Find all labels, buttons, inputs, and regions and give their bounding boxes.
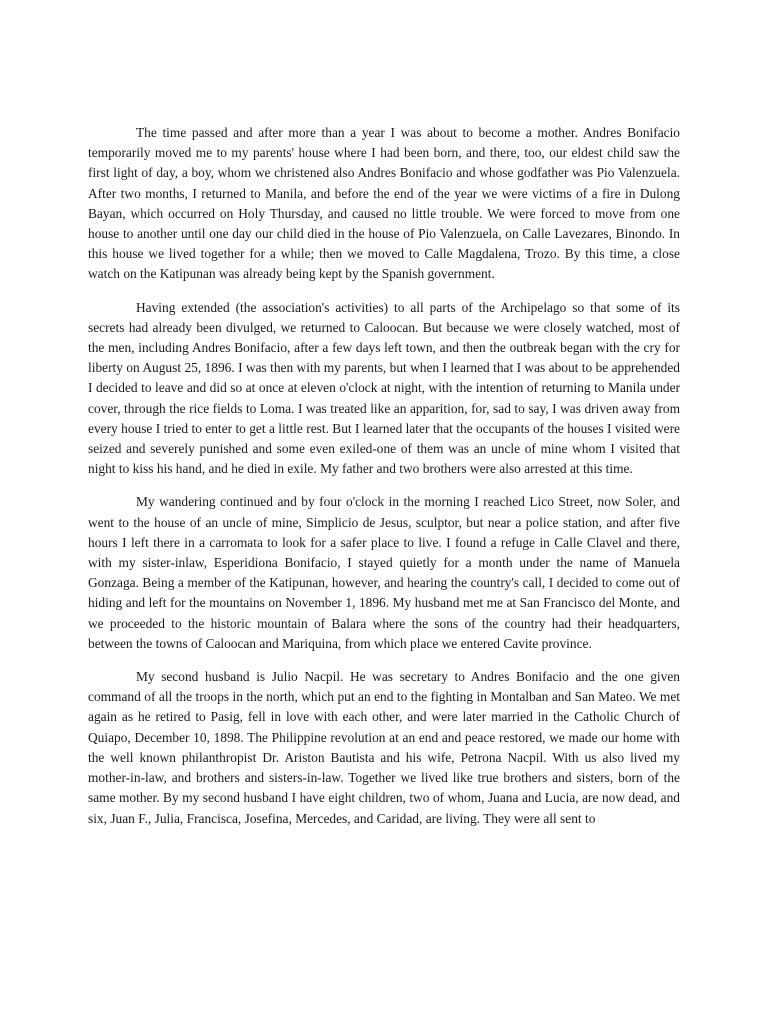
paragraph-3: My wandering continued and by four o'clock in the morning I reached Lico Street, now Soler, and went to the house of an uncle of mine, Simplicio de Jesus, sculptor, but near a police station, and after five hours I left there in a carromata to look for a safer place to live. I found a refuge in Calle Clavel and there, with my sister-inlaw, Esperidiona Bonifacio, I stayed quietly for a month under the name of Manuela Gonzaga. Being a member of the Katipunan, however, and hearing the country's call, I decided to come out of hiding and left for the mountains on November 1, 1896. My husband met me at San Francisco del Monte, and we proceeded to the historic mountain of Balara where the sons of the country had their headquarters, between the towns of Caloocan and Mariquina, from which place we entered Cavite province. <box>88 494 680 651</box>
paragraph-2: Having extended (the association's activities) to all parts of the Archipelago so that some of its secrets had already been divulged, we returned to Caloocan. But because we were closely watched, most of the men, including Andres Bonifacio, after a few days left town, and then the outbreak began with the cry for liberty on August 25, 1896. I was then with my parents, but when I learned that I was about to be apprehended I decided to leave and did so at once at eleven o'clock at night, with the intention of returning to Manila under cover, through the rice fields to Loma. I was treated like an apparition, for, sad to say, I was driven away from every house I tried to enter to get a little rest. But I learned later that the occupants of the houses I visited were seized and severely punished and some even exiled-one of them was an uncle of mine whom I visited that night to kiss his hand, and he died in exile. My father and two brothers were also arrested at this time. <box>88 299 680 477</box>
body-text <box>88 123 680 842</box>
paragraph-4: My second husband is Julio Nacpil. He was secretary to Andres Bonifacio and the one given command of all the troops in the north, which put an end to the fighting in Montalban and San Mateo. We met again as he retired to Pasig, fell in love with each other, and were later married in the Catholic Church of Quiapo, December 10, 1898. The Philippine revolution at an end and peace restored, we made our home with the well known philanthropist Dr. Ariston Bautista and his wife, Petrona Nacpil. With us also lived my mother-in-law, and brothers and sisters-in-law. Together we lived like true brothers and sisters, born of the same mother. By my second husband I have eight children, two of whom, Juana and Lucia, are now dead, and six, Juan F., Julia, Francisca, Josefina, Mercedes, and Caridad, are living. They were all sent to <box>88 669 680 826</box>
paragraph-1: The time passed and after more than a year I was about to become a mother. Andres Bonifacio temporarily moved me to my parents' house where I had been born, and there, too, our eldest child saw the first light of day, a boy, whom we christened also Andres Bonifacio and whose godfather was Pio Valenzuela. After two months, I returned to Manila, and before the end of the year we were victims of a fire in Dulong Bayan, which occurred on Holy Thursday, and caused no little trouble. We were forced to move from one house to another until one day our child died in the house of Pio Valenzuela, on Calle Lavezares, Binondo. In this house we lived together for a while; then we moved to Calle Magdalena, Trozo. By this time, a close watch on the Katipunan was already being kept by the Spanish government. <box>88 125 680 282</box>
